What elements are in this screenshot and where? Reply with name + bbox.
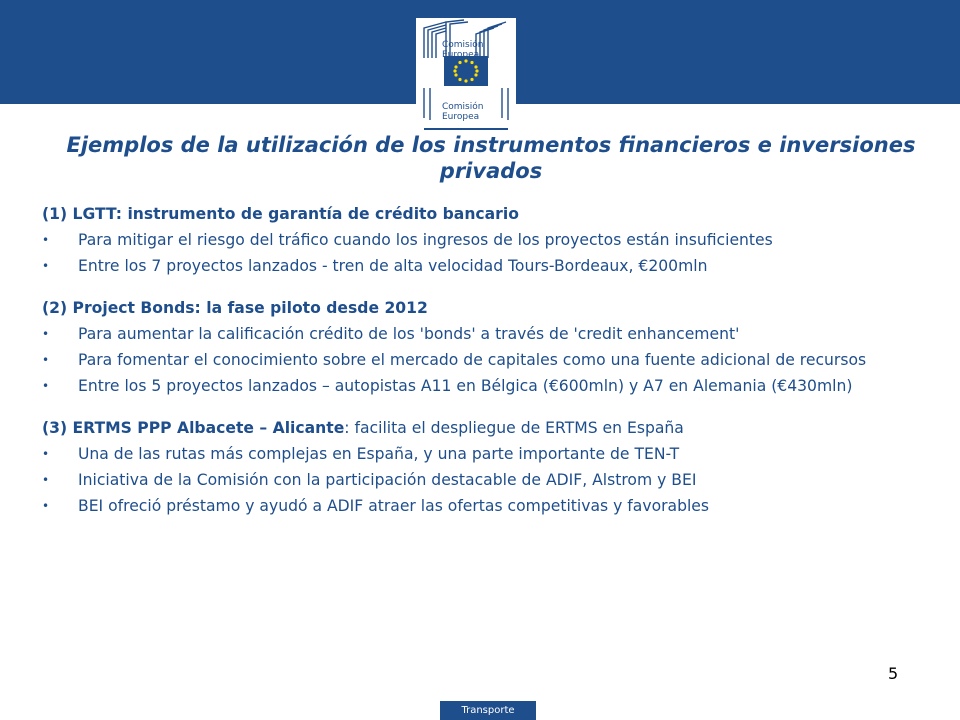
logo-bottom-text (442, 102, 483, 122)
logo-top-line-1: Comisión (442, 40, 484, 50)
list-item: • BEI ofreció préstamo y ayudó a ADIF atraer las ofertas competitivas y favorables (42, 496, 922, 516)
list-item: • Para aumentar la calificación crédito de los 'bonds' a través de 'credit enhancement' (42, 324, 922, 344)
list-item: • Una de las rutas más complejas en España, y una parte importante de TEN-T (42, 444, 922, 464)
slide-content (42, 204, 922, 538)
bullet-list (42, 324, 922, 396)
footer-section-label: Transporte (440, 701, 536, 720)
list-item: • Para mitigar el riesgo del tráfico cuando los ingresos de los proyectos están insuficientes (42, 230, 922, 250)
bullet-list (42, 444, 922, 516)
section-project-bonds (42, 298, 922, 396)
bullet-list (42, 230, 922, 276)
logo-top-line-2: Europea (442, 50, 480, 60)
section-heading: (2) Project Bonds: la fase piloto desde 2012 (42, 299, 428, 317)
page-number: 5 (888, 664, 899, 683)
section-heading-rest: : facilita el despliegue de ERTMS en España (344, 419, 684, 437)
section-heading (42, 418, 922, 438)
section-lgtt (42, 204, 922, 276)
list-item: • Iniciativa de la Comisión con la participación destacable de ADIF, Alstrom y BEI (42, 470, 922, 490)
section-heading: (1) LGTT: instrumento de garantía de crédito bancario (42, 205, 519, 223)
logo-top-text (442, 40, 483, 60)
logo-bottom-line-1: Comisión (442, 102, 484, 112)
list-item: • Entre los 5 proyectos lanzados – autopistas A11 en Bélgica (€600mln) y A7 en Alemania (€430mln) (42, 376, 922, 396)
list-item: • Para fomentar el conocimiento sobre el mercado de capitales como una fuente adicional de recursos (42, 350, 922, 370)
section-heading-bold: (3) ERTMS PPP Albacete – Alicante (42, 419, 345, 437)
section-ertms (42, 418, 922, 516)
slide-title: Ejemplos de la utilización de los instrumentos financieros e inversiones privados (66, 133, 916, 183)
list-item: • Entre los 7 proyectos lanzados - tren de alta velocidad Tours-Bordeaux, €200mln (42, 256, 922, 276)
european-commission-logo (416, 18, 516, 134)
logo-bottom-line-2: Europea (442, 112, 480, 122)
